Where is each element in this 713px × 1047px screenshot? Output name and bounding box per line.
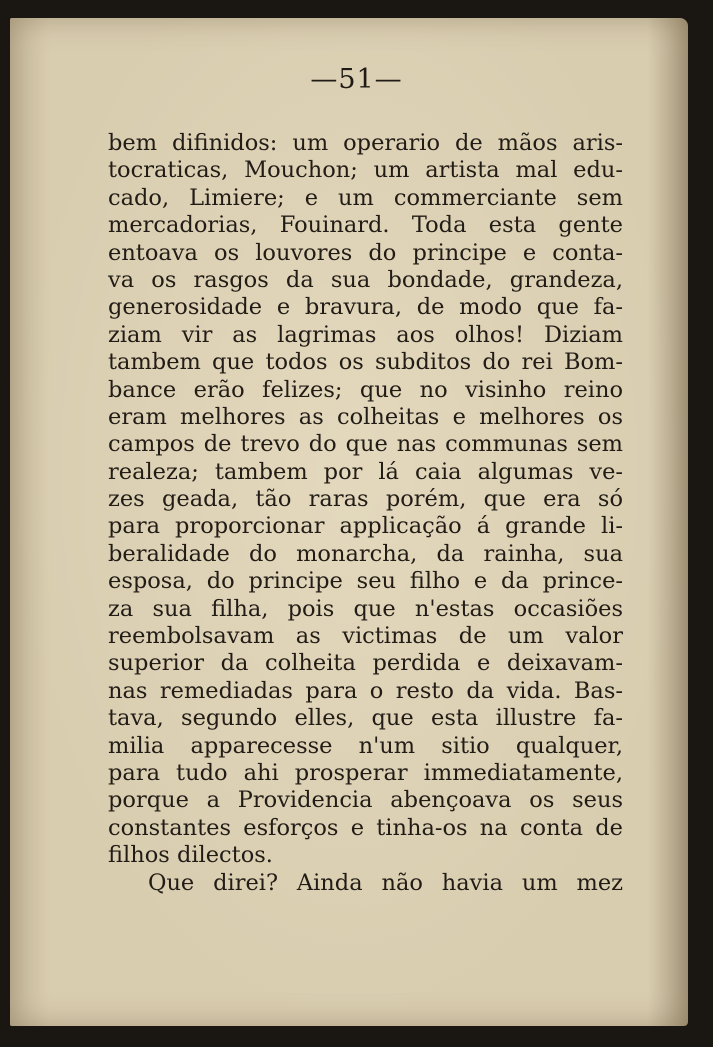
text-line: mercadorias, Fouinard. Toda esta gente <box>108 212 623 239</box>
text-line: nas remediadas para o resto da vida. Bas- <box>108 677 623 704</box>
text-line: zes geada, tão raras porém, que era só <box>108 486 623 513</box>
text-line: beralidade do monarcha, da rainha, sua <box>108 540 623 567</box>
text-line: Que direi? Ainda não havia um mez <box>148 869 623 896</box>
text-line: esposa, do principe seu filho e da prince- <box>108 568 623 595</box>
text-line: constantes esforços e tinha-os na conta de <box>108 814 623 841</box>
text-line: generosidade e bravura, de modo que fa- <box>108 294 623 321</box>
text-line: za sua filha, pois que n'estas occasiões <box>108 595 623 622</box>
page-number: —51— <box>310 64 403 95</box>
text-line: realeza; tambem por lá caia algumas ve- <box>108 458 623 485</box>
text-line: ziam vir as lagrimas aos olhos! Diziam <box>108 321 623 348</box>
text-line: tambem que todos os subditos do rei Bom- <box>108 349 623 376</box>
text-line: bem difinidos: um operario de mãos aris- <box>108 130 623 156</box>
text-line: tocraticas, Mouchon; um artista mal edu- <box>108 157 623 184</box>
text-line: porque a Providencia abençoava os seus <box>108 787 623 814</box>
text-line: entoava os louvores do principe e conta- <box>108 239 623 266</box>
text-line: para proporcionar applicação á grande li- <box>108 513 623 540</box>
text-line: cado, Limiere; e um commerciante sem <box>108 184 623 211</box>
text-line: tava, segundo elles, que esta illustre fa- <box>108 705 623 732</box>
body-text <box>108 130 623 897</box>
text-line: reembolsavam as victimas de um valor <box>108 623 623 650</box>
text-line: para tudo ahi prosperar immediatamente, <box>108 759 623 786</box>
text-line: campos de trevo do que nas communas sem <box>108 431 623 458</box>
text-line: eram melhores as colheitas e melhores os <box>108 403 623 430</box>
text-line: va os rasgos da sua bondade, grandeza, <box>108 266 623 293</box>
text-line: bance erão felizes; que no visinho reino <box>108 376 623 403</box>
text-line: filhos dilectos. <box>108 842 273 869</box>
text-line: milia apparecesse n'um sitio qualquer, <box>108 732 623 759</box>
text-line: superior da colheita perdida e deixavam- <box>108 650 623 677</box>
